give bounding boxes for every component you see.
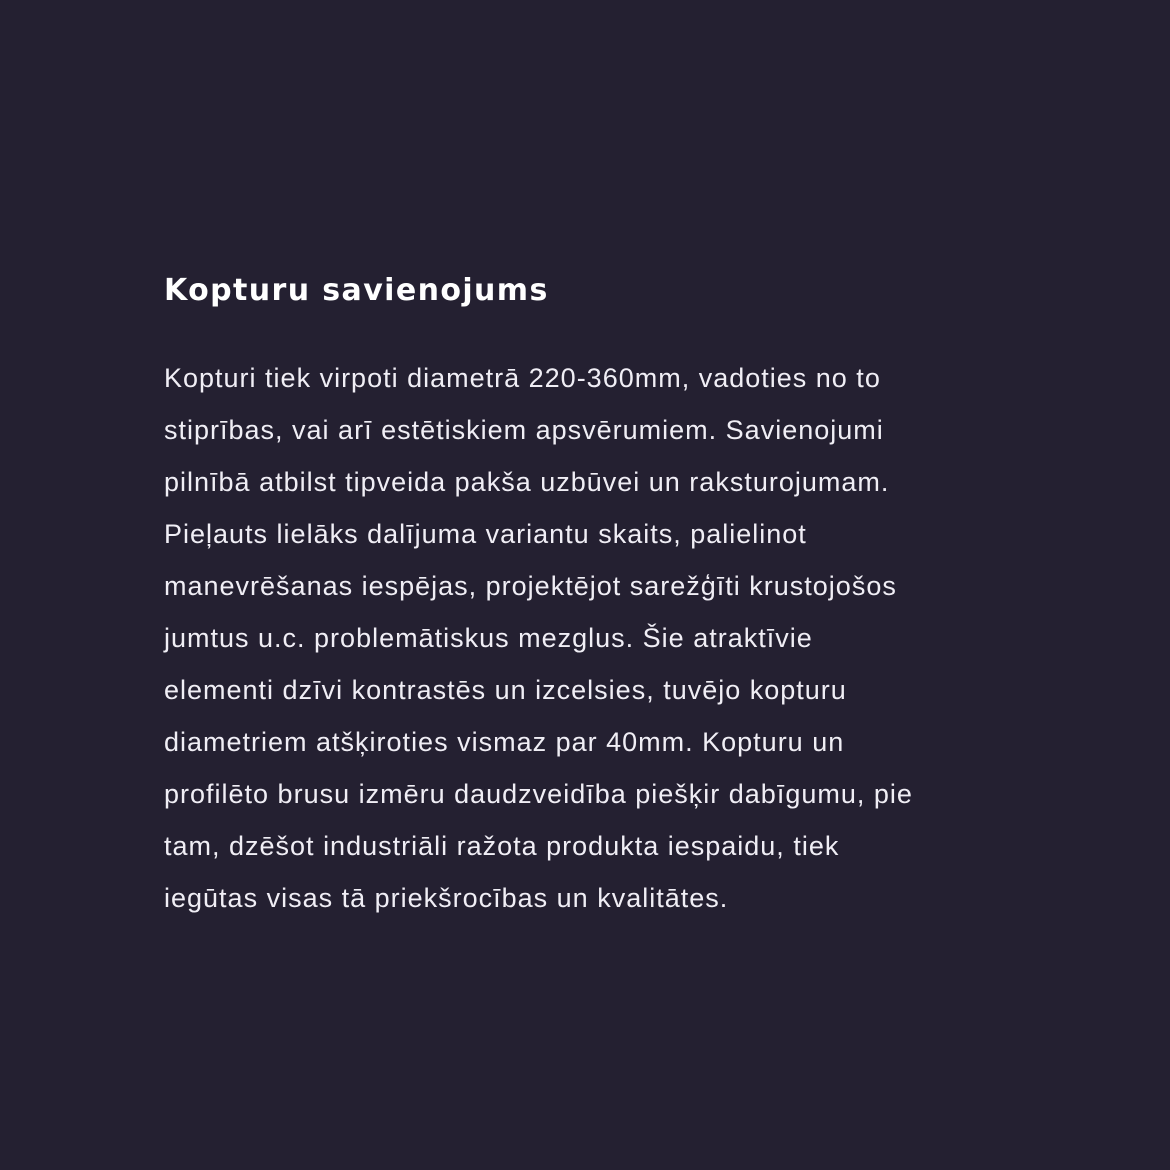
body-line: iegūtas visas tā priekšrocības un kvalitātes. — [164, 883, 729, 913]
body-line: Pieļauts lielāks dalījuma variantu skaits, palielinot — [164, 519, 807, 549]
body-line: manevrēšanas iespējas, projektējot sarežģīti krustojošos — [164, 571, 897, 601]
body-line: elementi dzīvi kontrastēs un izcelsies, tuvējo kopturu — [164, 675, 847, 705]
article-body — [164, 352, 1024, 924]
article-title: Kopturu savienojums — [164, 273, 549, 308]
body-line: stiprības, vai arī estētiskiem apsvērumiem. Savienojumi — [164, 415, 884, 445]
article — [164, 270, 1024, 924]
body-line: Kopturi tiek virpoti diametrā 220-360mm, vadoties no to — [164, 363, 881, 393]
body-line: tam, dzēšot industriāli ražota produkta iespaidu, tiek — [164, 831, 840, 861]
body-line: pilnībā atbilst tipveida pakša uzbūvei un raksturojumam. — [164, 467, 890, 497]
body-line: diametriem atšķiroties vismaz par 40mm. Kopturu un — [164, 727, 845, 757]
body-line: jumtus u.c. problemātiskus mezglus. Šie atraktīvie — [164, 623, 813, 653]
body-line: profilēto brusu izmēru daudzveidība piešķir dabīgumu, pie — [164, 779, 913, 809]
